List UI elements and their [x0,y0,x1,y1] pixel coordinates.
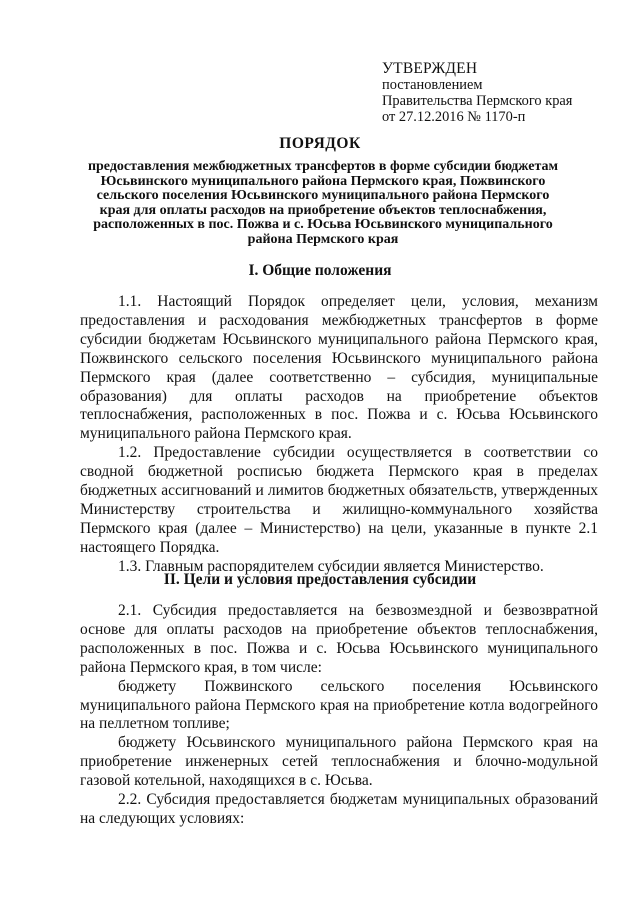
approval-line-government: Правительства Пермского края [382,93,573,109]
paragraph-1-3: 1.3. Главным распорядителем субсидии является Министерство. [118,557,544,575]
approval-line-date-number: от 27.12.2016 № 1170-п [382,109,526,125]
document-subtitle: предоставления межбюджетных трансфертов в форме субсидии бюджетам Юсьвинского муниципального района Пермского края, Пожвинского сельского поселения Юсьвинского муниципального района Пермского края для оплаты расходов на приобретение объектов теплоснабжения, расположенных в пос. Пожва и с. Юсьва Юсьвинского муниципального района Пермского края [87,159,559,247]
section-1-heading: I. Общие положения [248,262,392,279]
approval-line-decree: постановлением [382,77,483,93]
paragraph-2-1-item-yusva: бюджету Юсьвинского муниципального района Пермского края на приобретение инженерных сетей теплоснабжения и блочно-модульной газовой котельной, находящихся в с. Юсьва. [80,734,598,790]
approval-stamp [382,60,572,125]
document-title: ПОРЯДОК [279,135,361,152]
paragraph-2-1-item-pozhva: бюджету Пожвинского сельского поселения Юсьвинского муниципального района Пермского края на приобретение котла водогрейного на пеллетном топливе; [80,677,598,733]
section-2-body [80,602,598,829]
paragraph-1-2: 1.2. Предоставление субсидии осуществляется в соответствии со сводной бюджетной росписью бюджета Пермского края в пределах бюджетных ассигнований и лимитов бюджетных обязательств, утвержденных Министерству строительства и жилищно-коммунального хозяйства Пермского края (далее – Министерство) на цели, указанные в пункте 2.1 настоящего Порядка. [80,444,598,556]
paragraph-2-1: 2.1. Субсидия предоставляется на безвозмездной и безвозвратной основе для оплаты расходов на приобретение объектов теплоснабжения, расположенных в пос. Пожва и с. Юсьва Юсьвинского муниципального района Пермского края, в том числе: [80,602,598,676]
section-1-body [80,293,598,577]
section-2-heading: II. Цели и условия предоставления субсидии [163,571,477,588]
paragraph-2-2: 2.2. Субсидия предоставляется бюджетам муниципальных образований на следующих условиях: [80,791,598,827]
paragraph-1-1: 1.1. Настоящий Порядок определяет цели, условия, механизм предоставления и расходования межбюджетных трансфертов в форме субсидии бюджетам Юсьвинского муниципального района Пермского края, Пожвинского сельского поселения Юсьвинского муниципального района Пермского края (далее соответственно – субсидия, муниципальные образования) для оплаты расходов на приобретение объектов теплоснабжения, расположенных в пос. Пожва и с. Юсьва Юсьвинского муниципального района Пермского края. [80,293,598,443]
approval-status: УТВЕРЖДЕН [382,60,478,77]
